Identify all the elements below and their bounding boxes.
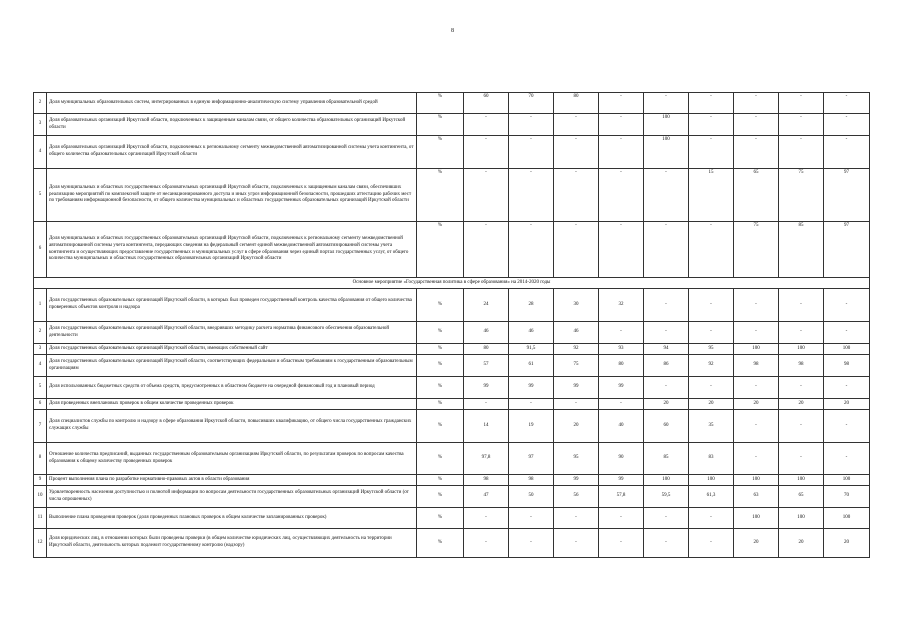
row-number: 5 — [34, 169, 47, 222]
value-cell: 100 — [734, 508, 779, 529]
table-row — [34, 114, 870, 136]
value-cell: 57 — [464, 355, 509, 377]
value-cell: 15 — [689, 169, 734, 222]
row-number: 7 — [34, 410, 47, 443]
value-cell: 75 — [554, 355, 599, 377]
indicator-description: Доля муниципальных и областных государственных образовательных организаций Иркутской области, подключенных к региональному сегменту межведомственной автоматизированной системы учета контингента, передающих сведения на федеральный сегмент единой межведомственной автоматизированной системы учета контингента и осуществляющих предоставление государственных и муниципальных услуг в сфере образования через единый портал государственных услуг, от общего количества муниципальных и областных государственных образовательных организаций Иркутской области — [47, 222, 417, 278]
value-cell: - — [644, 529, 689, 558]
table-row — [34, 222, 870, 278]
value-cell: 47 — [464, 486, 509, 508]
value-cell: - — [644, 377, 689, 399]
value-cell: 20 — [824, 529, 870, 558]
value-cell: - — [644, 289, 689, 322]
value-cell: 92 — [689, 355, 734, 377]
unit-cell: % — [417, 508, 464, 529]
value-cell: - — [689, 136, 734, 169]
value-cell: - — [689, 508, 734, 529]
table-row — [34, 289, 870, 322]
indicator-description: Удовлетворенность населения доступностью и полнотой информации по вопросам деятельности государственных образовательных организаций Иркутской области (от числа опрошенных) — [47, 486, 417, 508]
indicator-description: Доля государственных образовательных организаций Иркутской области, имеющих собственный сайт — [47, 344, 417, 355]
value-cell: - — [554, 169, 599, 222]
value-cell: - — [599, 114, 644, 136]
value-cell: 65 — [779, 486, 824, 508]
value-cell: - — [689, 322, 734, 344]
value-cell: 85 — [779, 222, 824, 278]
value-cell: 61 — [509, 355, 554, 377]
value-cell: - — [464, 399, 509, 410]
value-cell: - — [599, 529, 644, 558]
indicator-description: Доля муниципальных и областных государственных образовательных организаций Иркутской области, подключенных к защищенным каналам связи, обеспечивших реализацию мероприятий по комплексной защите от несанкционированного доступа и иных угроз информационной безопасности, прошедших аттестацию рабочих мест по требованиям информационной безопасности, от общего количества муниципальных и областных государственных образовательных организаций Иркутской области — [47, 169, 417, 222]
value-cell: - — [779, 289, 824, 322]
value-cell: 80 — [464, 344, 509, 355]
value-cell: 100 — [644, 475, 689, 486]
row-number: 6 — [34, 399, 47, 410]
row-number: 9 — [34, 475, 47, 486]
row-number: 8 — [34, 443, 47, 475]
table-row — [34, 399, 870, 410]
table-row — [34, 322, 870, 344]
row-number: 11 — [34, 508, 47, 529]
value-cell: 100 — [824, 475, 870, 486]
value-cell: 20 — [779, 399, 824, 410]
unit-cell: % — [417, 475, 464, 486]
table-row — [34, 344, 870, 355]
table-row — [34, 136, 870, 169]
value-cell: 20 — [779, 529, 824, 558]
value-cell: 98 — [734, 355, 779, 377]
value-cell: 91,5 — [509, 344, 554, 355]
value-cell: 99 — [464, 377, 509, 399]
value-cell: 75 — [734, 222, 779, 278]
value-cell: - — [644, 93, 689, 114]
indicator-description: Доля проведенных внеплановых проверок в общем количестве проведенных проверок — [47, 399, 417, 410]
row-number: 3 — [34, 344, 47, 355]
value-cell: 97 — [824, 169, 870, 222]
value-cell: - — [644, 508, 689, 529]
value-cell: 70 — [824, 486, 870, 508]
value-cell: 99 — [509, 377, 554, 399]
unit-cell: % — [417, 322, 464, 344]
table-row — [34, 377, 870, 399]
unit-cell: % — [417, 410, 464, 443]
value-cell: - — [824, 443, 870, 475]
value-cell: 97 — [824, 222, 870, 278]
indicator-description: Доля использованных бюджетных средств от объема средств, предусмотренных в областном бюджете на очередной финансовый год и плановый период — [47, 377, 417, 399]
value-cell: - — [779, 377, 824, 399]
indicator-description: Доля государственных образовательных организаций Иркутской области, соответствующих федеральным и областным требованиям к государственным образовательным организациям — [47, 355, 417, 377]
value-cell: - — [599, 136, 644, 169]
unit-cell: % — [417, 486, 464, 508]
table-row — [34, 410, 870, 443]
value-cell: 20 — [644, 399, 689, 410]
value-cell: - — [824, 136, 870, 169]
value-cell: - — [509, 136, 554, 169]
value-cell: 100 — [779, 344, 824, 355]
page-number: 8 — [451, 28, 454, 34]
row-number: 5 — [34, 377, 47, 399]
value-cell: 100 — [689, 475, 734, 486]
table-row — [34, 475, 870, 486]
table-row — [34, 355, 870, 377]
value-cell: - — [464, 222, 509, 278]
unit-cell: % — [417, 222, 464, 278]
value-cell: - — [464, 169, 509, 222]
value-cell: - — [779, 114, 824, 136]
row-number: 3 — [34, 114, 47, 136]
value-cell: 95 — [689, 344, 734, 355]
row-number: 2 — [34, 322, 47, 344]
value-cell: 56 — [554, 486, 599, 508]
unit-cell: % — [417, 93, 464, 114]
value-cell: 46 — [509, 322, 554, 344]
value-cell: 98 — [509, 475, 554, 486]
value-cell: - — [824, 114, 870, 136]
indicator-description: Отношение количества предписаний, выданных государственным образовательным организациям Иркутской области, по результатам проверок по вопросам качества образования к общему количеству проведенных проверок — [47, 443, 417, 475]
value-cell: 20 — [824, 399, 870, 410]
value-cell: 46 — [554, 322, 599, 344]
section-title: Основное мероприятие «Государственная политика в сфере образования» на 2014-2020 годы — [34, 278, 870, 289]
unit-cell: % — [417, 399, 464, 410]
value-cell: - — [644, 169, 689, 222]
value-cell: - — [824, 289, 870, 322]
value-cell: 99 — [554, 377, 599, 399]
indicator-description: Доля юридических лиц, в отношении которых были проведены проверки (в общем количестве юридических лиц, осуществляющих деятельность на территории Иркутской области, деятельность которых подлежит государственному контролю (надзору) — [47, 529, 417, 558]
value-cell: 20 — [734, 529, 779, 558]
value-cell: - — [599, 322, 644, 344]
value-cell: - — [554, 529, 599, 558]
indicator-description: Процент выполнения плана по разработке нормативно-правовых актов в области образования — [47, 475, 417, 486]
unit-cell: % — [417, 289, 464, 322]
value-cell: 60 — [644, 410, 689, 443]
value-cell: - — [464, 529, 509, 558]
value-cell: 99 — [599, 475, 644, 486]
section-row — [34, 278, 870, 289]
value-cell: 100 — [779, 508, 824, 529]
value-cell: - — [509, 169, 554, 222]
value-cell: 100 — [824, 344, 870, 355]
value-cell: - — [734, 93, 779, 114]
value-cell: - — [824, 93, 870, 114]
value-cell: - — [464, 114, 509, 136]
table-row — [34, 486, 870, 508]
value-cell: - — [509, 508, 554, 529]
value-cell: - — [599, 508, 644, 529]
value-cell: 92 — [554, 344, 599, 355]
indicator-description: Доля государственных образовательных организаций Иркутской области, в которых был проведен государственный контроль качества образования от общего количества проверенных объектов контроля и надзора — [47, 289, 417, 322]
indicators-table — [33, 92, 870, 558]
value-cell: - — [824, 377, 870, 399]
value-cell: 60 — [464, 93, 509, 114]
row-number: 6 — [34, 222, 47, 278]
value-cell: 14 — [464, 410, 509, 443]
value-cell: 50 — [509, 486, 554, 508]
row-number: 2 — [34, 93, 47, 114]
table-row — [34, 508, 870, 529]
table-row — [34, 443, 870, 475]
value-cell: - — [734, 322, 779, 344]
value-cell: 100 — [824, 508, 870, 529]
value-cell: - — [689, 289, 734, 322]
value-cell: 70 — [509, 93, 554, 114]
table-row — [34, 169, 870, 222]
value-cell: - — [734, 136, 779, 169]
value-cell: - — [689, 529, 734, 558]
table-body-bottom — [34, 289, 870, 558]
value-cell: 95 — [554, 443, 599, 475]
value-cell: 100 — [734, 475, 779, 486]
indicator-description: Доля муниципальных образовательных систем, интегрированных в единую информационно-аналитическую систему управления образовательной средой — [47, 93, 417, 114]
value-cell: - — [509, 114, 554, 136]
value-cell: - — [734, 114, 779, 136]
value-cell: - — [464, 508, 509, 529]
value-cell: 94 — [644, 344, 689, 355]
value-cell: 20 — [554, 410, 599, 443]
value-cell: 90 — [599, 443, 644, 475]
row-number: 10 — [34, 486, 47, 508]
section-header-body — [34, 278, 870, 289]
value-cell: 35 — [689, 410, 734, 443]
unit-cell: % — [417, 114, 464, 136]
value-cell: 28 — [509, 289, 554, 322]
value-cell: 46 — [464, 322, 509, 344]
value-cell: 30 — [554, 289, 599, 322]
value-cell: 100 — [734, 344, 779, 355]
value-cell: 98 — [824, 355, 870, 377]
value-cell: - — [464, 136, 509, 169]
value-cell: - — [554, 399, 599, 410]
value-cell: - — [689, 114, 734, 136]
value-cell: - — [644, 222, 689, 278]
value-cell: - — [689, 93, 734, 114]
value-cell: 97,8 — [464, 443, 509, 475]
value-cell: 24 — [464, 289, 509, 322]
value-cell: 100 — [779, 475, 824, 486]
value-cell: 32 — [599, 289, 644, 322]
unit-cell: % — [417, 344, 464, 355]
value-cell: 75 — [779, 169, 824, 222]
table-row — [34, 529, 870, 558]
value-cell: 93 — [599, 344, 644, 355]
value-cell: 61,3 — [689, 486, 734, 508]
value-cell: - — [824, 410, 870, 443]
row-number: 4 — [34, 355, 47, 377]
value-cell: - — [779, 322, 824, 344]
value-cell: - — [779, 443, 824, 475]
value-cell: - — [779, 410, 824, 443]
value-cell: - — [554, 508, 599, 529]
value-cell: - — [734, 410, 779, 443]
value-cell: - — [509, 399, 554, 410]
value-cell: - — [689, 222, 734, 278]
value-cell: - — [509, 222, 554, 278]
unit-cell: % — [417, 136, 464, 169]
row-number: 12 — [34, 529, 47, 558]
value-cell: - — [599, 169, 644, 222]
value-cell: 57,8 — [599, 486, 644, 508]
indicator-description: Доля специалистов службы по контролю и надзору в сфере образования Иркутской области, повысивших квалификацию, от общего числа государственных гражданских служащих службы — [47, 410, 417, 443]
value-cell: - — [734, 443, 779, 475]
value-cell: 99 — [599, 377, 644, 399]
value-cell: - — [554, 222, 599, 278]
value-cell: 98 — [779, 355, 824, 377]
unit-cell: % — [417, 355, 464, 377]
value-cell: 99 — [554, 475, 599, 486]
value-cell: - — [554, 114, 599, 136]
value-cell: - — [554, 136, 599, 169]
table-body-top — [34, 93, 870, 278]
value-cell: 40 — [599, 410, 644, 443]
indicator-description: Доля образовательных организаций Иркутской области, подключенных к региональному сегменту межведомственной автоматизированной системы учета контингента, от общего количества образовательных организаций Иркутской области — [47, 136, 417, 169]
value-cell: 100 — [644, 114, 689, 136]
value-cell: 85 — [644, 443, 689, 475]
value-cell: - — [824, 322, 870, 344]
value-cell: - — [734, 377, 779, 399]
row-number: 4 — [34, 136, 47, 169]
row-number: 1 — [34, 289, 47, 322]
value-cell: - — [599, 93, 644, 114]
unit-cell: % — [417, 169, 464, 222]
value-cell: 20 — [689, 399, 734, 410]
value-cell: 86 — [644, 355, 689, 377]
value-cell: - — [779, 93, 824, 114]
value-cell: 19 — [509, 410, 554, 443]
indicator-description: Доля государственных образовательных организаций Иркутской области, внедривших методику расчета норматива финансового обеспечения образовательной деятельности — [47, 322, 417, 344]
value-cell: - — [644, 322, 689, 344]
value-cell: - — [689, 377, 734, 399]
unit-cell: % — [417, 377, 464, 399]
unit-cell: % — [417, 443, 464, 475]
value-cell: 83 — [689, 443, 734, 475]
value-cell: 20 — [734, 399, 779, 410]
value-cell: 98 — [464, 475, 509, 486]
value-cell: 63 — [734, 486, 779, 508]
table-row — [34, 93, 870, 114]
value-cell: - — [509, 529, 554, 558]
value-cell: 65 — [734, 169, 779, 222]
value-cell: 80 — [599, 355, 644, 377]
indicator-description: Доля образовательных организаций Иркутской области, подключенных к защищенным каналам связи, от общего количества образовательных организаций Иркутской области — [47, 114, 417, 136]
indicator-description: Выполнение плана проведения проверок (доля проведенных плановых проверок в общем количестве запланированных проверок) — [47, 508, 417, 529]
value-cell: - — [599, 222, 644, 278]
value-cell: - — [599, 399, 644, 410]
unit-cell: % — [417, 529, 464, 558]
value-cell: - — [734, 289, 779, 322]
value-cell: 80 — [554, 93, 599, 114]
value-cell: - — [779, 136, 824, 169]
value-cell: 59,5 — [644, 486, 689, 508]
value-cell: 97 — [509, 443, 554, 475]
value-cell: 100 — [644, 136, 689, 169]
